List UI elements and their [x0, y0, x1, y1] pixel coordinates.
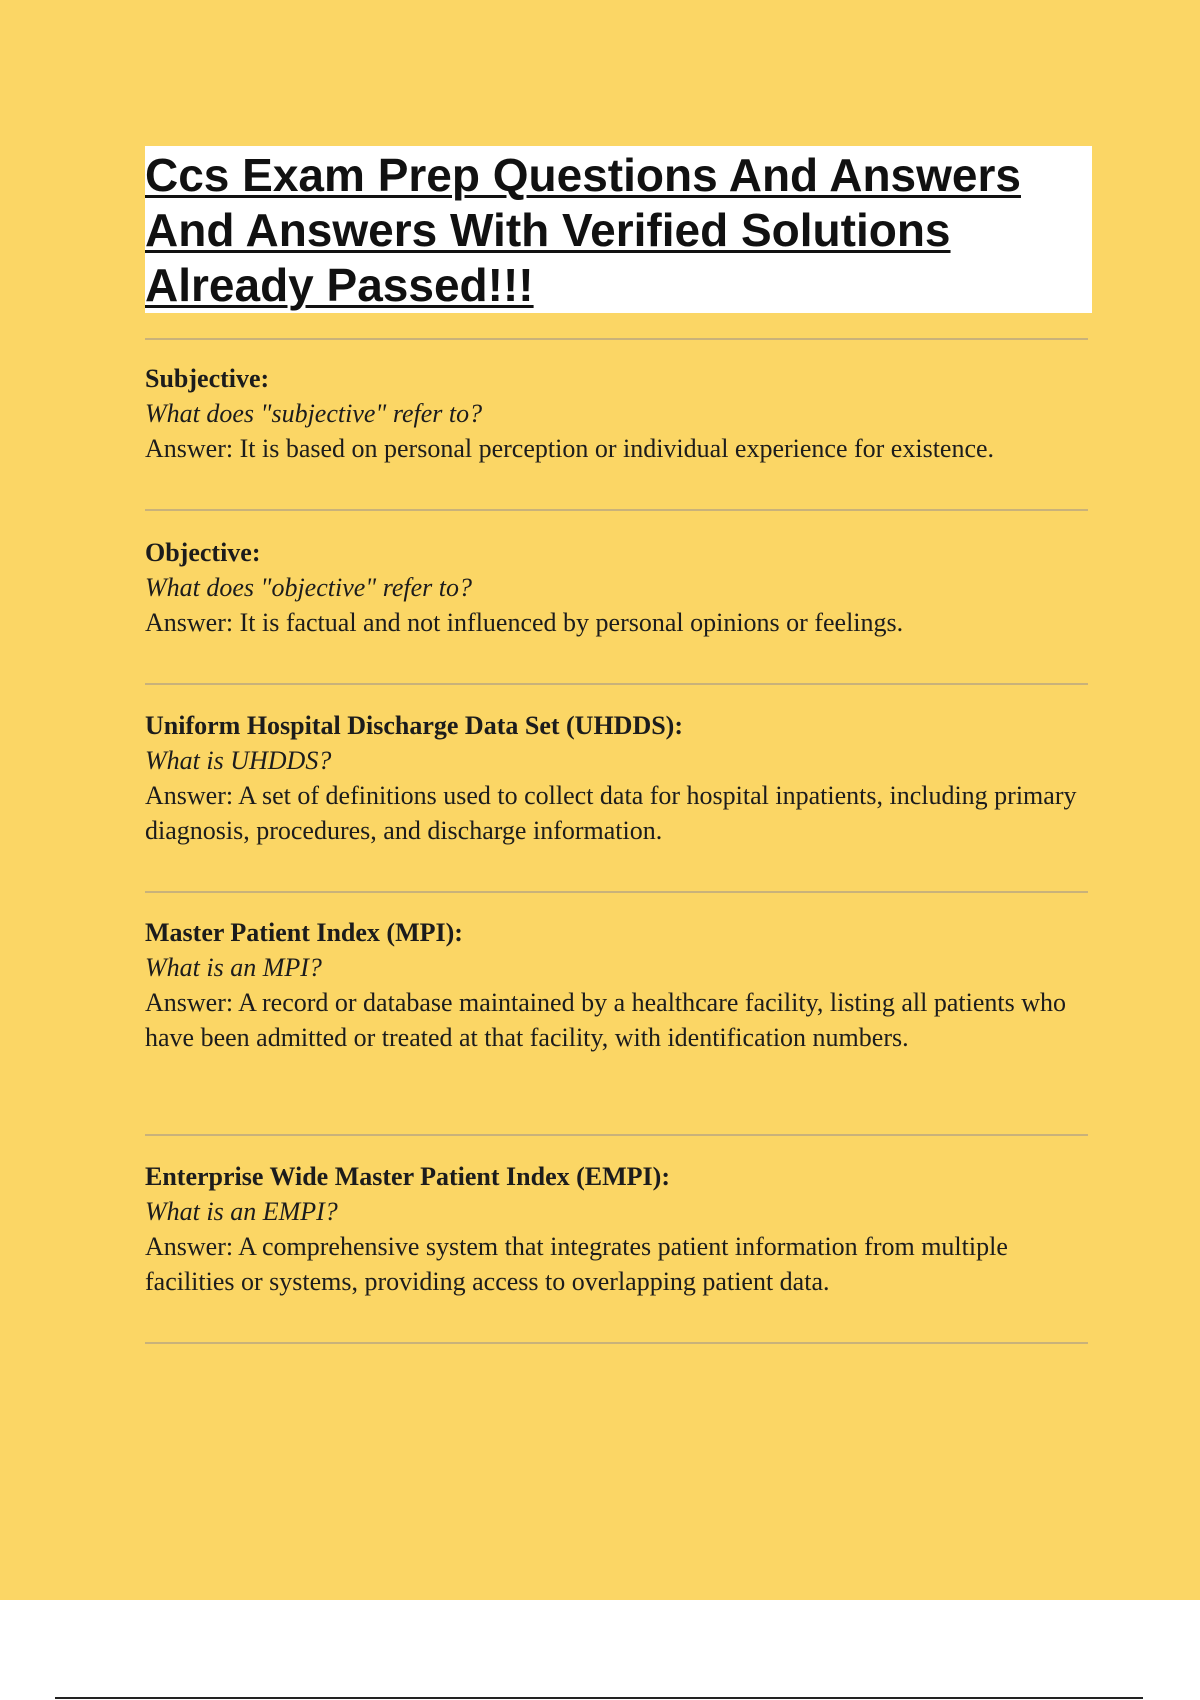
answer-text: Answer: A record or database maintained by a healthcare facility, listing all patients who have been admitted or treated at that facility, with identification numbers.	[145, 988, 1067, 1052]
answer-text: Answer: A comprehensive system that integrates patient information from multiple facilities or systems, providing access to overlapping patient data.	[145, 1232, 1008, 1296]
divider	[145, 1342, 1088, 1344]
document-title: Ccs Exam Prep Questions And Answers And Answers With Verified Solutions Already Passed!!!	[145, 149, 1021, 311]
term-heading: Objective:	[145, 538, 261, 567]
divider	[145, 891, 1088, 893]
question-text: What is an EMPI?	[145, 1197, 338, 1226]
question-text: What does "subjective" refer to?	[145, 399, 483, 428]
qa-item-empi	[145, 1159, 1090, 1299]
question-text: What does "objective" refer to?	[145, 573, 473, 602]
answer-text: Answer: It is factual and not influenced by personal opinions or feelings.	[145, 608, 904, 637]
answer-text: Answer: A set of definitions used to collect data for hospital inpatients, including primary diagnosis, procedures, and discharge information.	[145, 781, 1077, 845]
term-heading: Uniform Hospital Discharge Data Set (UHDDS):	[145, 711, 684, 740]
term-heading: Subjective:	[145, 364, 270, 393]
divider	[145, 683, 1088, 685]
divider	[145, 1134, 1088, 1136]
qa-item-mpi	[145, 915, 1090, 1055]
qa-item-objective	[145, 535, 1090, 640]
question-text: What is UHDDS?	[145, 746, 332, 775]
divider	[145, 509, 1088, 511]
divider	[145, 338, 1088, 340]
answer-text: Answer: It is based on personal perception or individual experience for existence.	[145, 434, 995, 463]
qa-item-uhdds	[145, 708, 1090, 848]
qa-item-subjective	[145, 361, 1090, 466]
term-heading: Enterprise Wide Master Patient Index (EMPI):	[145, 1162, 670, 1191]
question-text: What is an MPI?	[145, 953, 322, 982]
term-heading: Master Patient Index (MPI):	[145, 918, 463, 947]
page-bottom-line	[55, 1697, 1143, 1699]
